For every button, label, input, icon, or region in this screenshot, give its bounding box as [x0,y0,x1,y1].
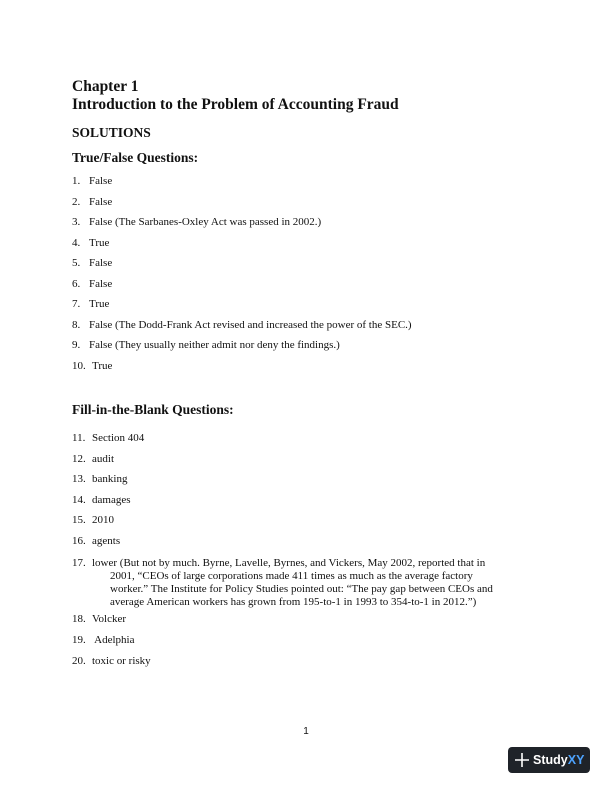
item-answer: True [92,359,113,372]
page-number: 1 [303,726,309,737]
badge-text-study: Study [533,753,568,767]
list-item [72,360,112,373]
item-number: 6. [72,277,81,290]
item-number: 8. [72,318,81,331]
item-answer: banking [92,473,128,485]
fill-in-blank-heading: Fill-in-the-Blank Questions: [72,402,234,417]
item-number: 18. [72,613,86,625]
list-item [72,257,112,270]
item-answer: False (The Dodd-Frank Act revised and increased the power of the SEC.) [89,318,412,331]
item-answer: Section 404 [92,432,145,444]
list-item [72,196,112,209]
item-number: 5. [72,257,81,269]
list-item [72,514,114,527]
item-number: 4. [72,236,81,249]
item-line: worker.” The Institute for Policy Studies pointed out: “The pay gap between CEOs and [110,583,493,595]
item-answer: False [89,277,113,290]
list-item [72,216,321,229]
item-answer: False [89,195,113,208]
item-answer: False [89,257,113,269]
item-number: 14. [72,493,86,506]
item-answer: False (The Sarbanes-Oxley Act was passed in 2002.) [89,216,322,228]
true-false-heading: True/False Questions: [72,150,199,165]
item-number: 12. [72,452,86,465]
item-number: 9. [72,339,81,351]
list-item [72,298,109,311]
item-number: 2. [72,195,81,208]
list-item [72,494,130,507]
item-number: 16. [72,534,86,547]
chapter-title [72,78,399,114]
plus-icon [511,752,533,768]
list-item [72,278,112,291]
item-answer: audit [92,452,114,465]
list-item [72,432,144,445]
list-item [72,613,126,626]
item-answer: True [89,298,110,310]
list-item [72,237,109,250]
item-answer: damages [92,493,131,506]
chapter-name: Introduction to the Problem of Accounting Fraud [72,96,399,113]
item-line [72,557,540,570]
item-number: 1. [72,175,81,187]
solutions-heading: SOLUTIONS [72,125,151,140]
item-answer: toxic or risky [92,655,151,667]
item-line: 2001, “CEOs of large corporations made 411 times as much as the average factory [110,570,473,582]
item-number: 13. [72,473,86,485]
item-answer: agents [92,534,121,547]
list-item [72,453,114,466]
list-item [72,473,127,486]
item-number: 7. [72,298,81,310]
chapter-number: Chapter 1 [72,78,139,95]
studyxy-badge[interactable] [508,747,590,773]
item-answer: True [89,236,110,249]
item-number: 20. [72,655,86,667]
list-item [72,535,120,548]
item-number: 15. [72,514,86,526]
item-answer: False (They usually neither admit nor deny the findings.) [89,339,340,351]
item-number: 19. [72,634,86,646]
badge-text-xy: XY [567,753,585,767]
item-number: 17. [72,557,86,569]
item-number: 10. [72,359,86,372]
item-answer: 2010 [92,514,114,526]
item-answer: False [89,175,113,187]
item-answer: Volcker [92,613,127,625]
item-answer: Adelphia [92,634,135,646]
list-item [72,557,540,609]
list-item [72,175,112,188]
item-answer: lower (But not by much. Byrne, Lavelle, Byrnes, and Vickers, May 2002, reported that in [92,557,486,569]
list-item [72,319,412,332]
list-item [72,339,340,352]
item-number: 11. [72,432,86,444]
item-number: 3. [72,216,81,228]
list-item [72,655,151,668]
item-line: average American workers has grown from 195-to-1 in 1993 to 354-to-1 in 2012.”) [110,596,477,608]
list-item [72,634,134,647]
